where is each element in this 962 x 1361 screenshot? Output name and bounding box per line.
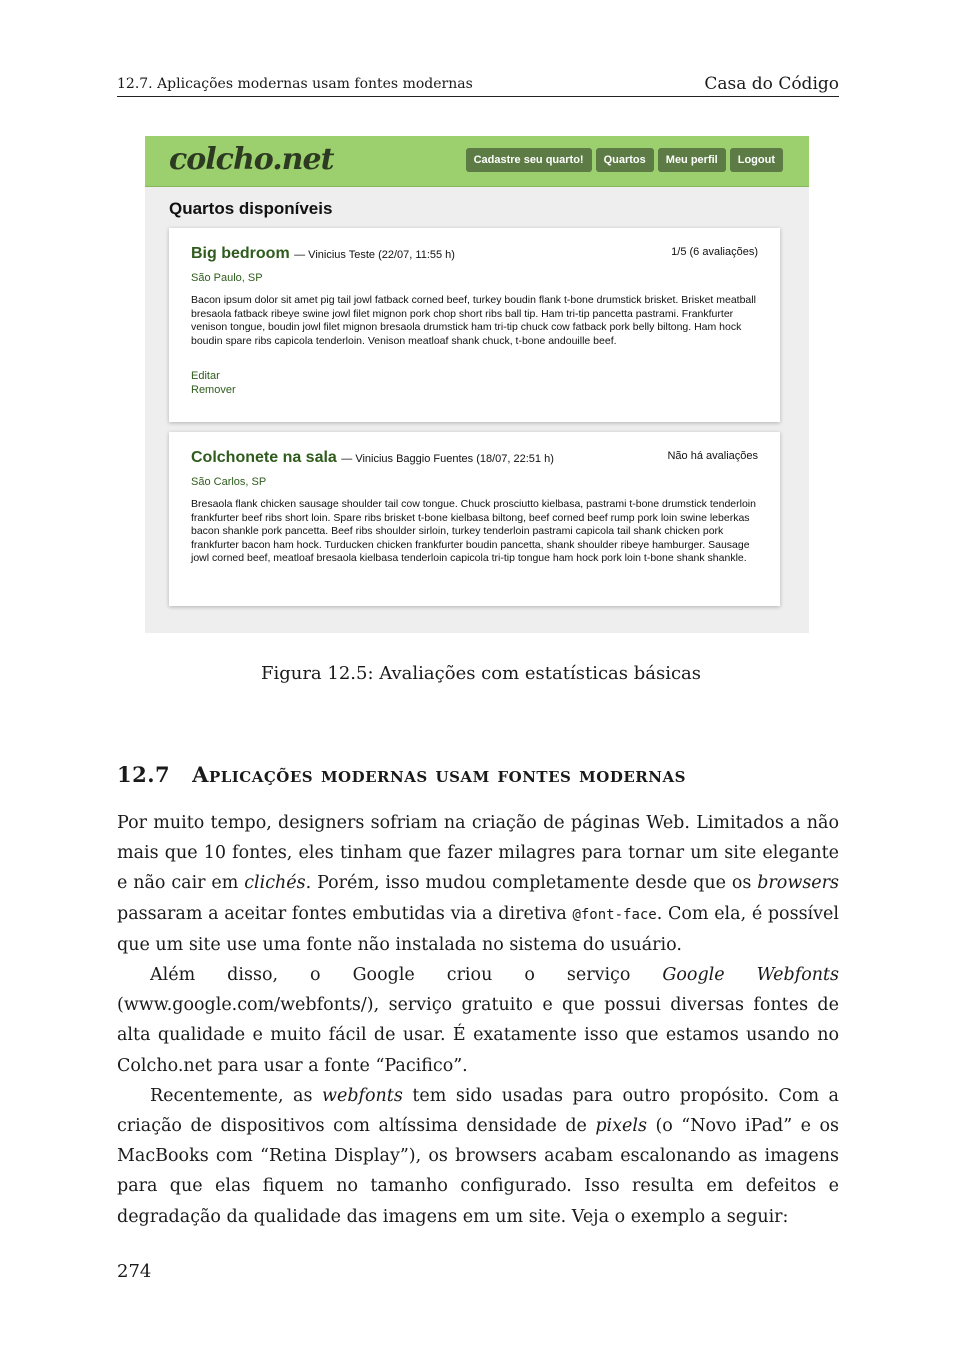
room-author: — Vinicius Baggio Fuentes (18/07, 22:51 h)	[341, 453, 554, 465]
remove-link[interactable]: Remover	[191, 384, 236, 396]
text-run: . Com ela, é possível que um site use uma fonte não instalada no sistema do usuário.	[117, 903, 839, 955]
section-title: Aplicações modernas usam fontes modernas	[192, 762, 686, 787]
room-header	[191, 449, 554, 467]
available-rooms-title: Quartos disponíveis	[169, 199, 333, 218]
section-heading	[117, 762, 686, 787]
text-emphasis: webfonts	[321, 1085, 403, 1106]
running-head	[117, 74, 839, 97]
rooms-button[interactable]: Quartos	[596, 148, 654, 172]
my-profile-button[interactable]: Meu perfil	[658, 148, 726, 172]
text-run: Por muito tempo, designers sofriam na criação de páginas Web. Limitados a não mais que 10 fontes, eles tinham que fazer milagres para tornar um site elegante e não cair em	[117, 813, 839, 894]
room-name-link[interactable]: Colchonete na sala	[191, 449, 337, 466]
text-run: Além disso, o Google criou o serviço	[150, 965, 663, 986]
room-rating: 1/5 (6 avaliações)	[671, 246, 758, 258]
section-number: 12.7	[117, 762, 171, 787]
room-rating: Não há avaliações	[667, 450, 758, 462]
room-name-link[interactable]: Big bedroom	[191, 245, 290, 262]
text-emphasis: browsers	[757, 873, 840, 894]
text-emphasis: pixels	[595, 1116, 647, 1137]
room-header	[191, 245, 455, 263]
text-run: (o “Novo iPad” e os MacBooks com “Retina Display”), os browsers acabam escalonando as imagens para que elas fiquem no tamanho configurado. Isso resulta em defeitos e degradação da qualidade das imagens em um site. Veja o exemplo a seguir:	[117, 1116, 839, 1227]
room-card	[169, 432, 780, 606]
page-number: 274	[117, 1261, 152, 1282]
figure-caption: Figura 12.5: Avaliações com estatísticas básicas	[260, 663, 702, 684]
edit-link[interactable]: Editar	[191, 370, 220, 382]
running-head-publisher: Casa do Código	[704, 74, 839, 94]
room-author: — Vinicius Teste (22/07, 11:55 h)	[294, 249, 455, 261]
text-run: tem sido usadas para outro propósito. Com a criação de dispositivos com altíssima densidade de	[117, 1085, 839, 1137]
nav-buttons	[466, 148, 783, 172]
figure-screenshot	[145, 136, 809, 633]
room-description: Bresaola flank chicken sausage shoulder tail cow tongue. Chuck prosciutto kielbasa, pastrami t-bone drumstick tenderloin frankfurter beef ribs short loin. Spare ribs brisket t-bone kielbasa biltong, beef corned beef rump pork loin swine leberkas bacon shankle pork pancetta. Beef ribs shoulder sirloin, turkey tenderloin pastrami capicola tail shank chicken pork frankfurter bacon ham hock. Turducken chicken frankfurter boudin pancetta, shank shoulder ribeye hamburger. Sausage jowl corned beef, meatloaf bresaola kielbasa tenderloin capicola tri-tip tongue ham hock pork loin t-bone shank shankle.	[191, 498, 756, 564]
app-navbar	[145, 136, 809, 187]
inline-code: @font-face	[572, 906, 657, 923]
text-run: passaram a aceitar fontes embutidas via a diretiva	[117, 903, 573, 924]
text-run: Recentemente, as	[150, 1085, 322, 1106]
logout-button[interactable]: Logout	[730, 148, 783, 172]
text-run: . Porém, isso mudou completamente desde que os	[305, 873, 758, 894]
paragraph	[117, 808, 839, 960]
text-emphasis: Google Webfonts	[662, 965, 840, 986]
text-emphasis: clichés	[244, 873, 306, 894]
room-city: São Carlos, SP	[191, 476, 267, 488]
text-run: (www.google.com/webfonts/), serviço gratuito e que possui diversas fontes de alta qualidade e muito fácil de usar. É exatamente isso que estamos usando no Colcho.net para usar a fonte “Pacifico”.	[117, 995, 839, 1076]
room-city: São Paulo, SP	[191, 272, 263, 284]
room-description: Bacon ipsum dolor sit amet pig tail jowl fatback corned beef, turkey boudin flank t-bone drumstick brisket. Brisket meatball bresaola fatback ribeye swine jowl filet mignon pork chop short ribs ball tip. Ham tri-tip pancetta pastrami. Frankfurter venison tongue, boudin jowl filet mignon bresaola drumstick ham tri-tip chuck cow fatback pork belly biltong. Ham hock boudin spare ribs capicola tenderloin. Venison meatloaf shank chuck, t-bone andouille beef.	[191, 294, 756, 347]
paragraph	[117, 1081, 839, 1232]
body-text	[117, 808, 839, 1232]
running-head-chapter: 12.7. Aplicações modernas usam fontes modernas	[117, 76, 473, 92]
room-card	[169, 228, 780, 422]
register-room-button[interactable]: Cadastre seu quarto!	[466, 148, 592, 172]
app-logo[interactable]: colcho.net	[169, 142, 334, 177]
paragraph	[117, 960, 839, 1081]
